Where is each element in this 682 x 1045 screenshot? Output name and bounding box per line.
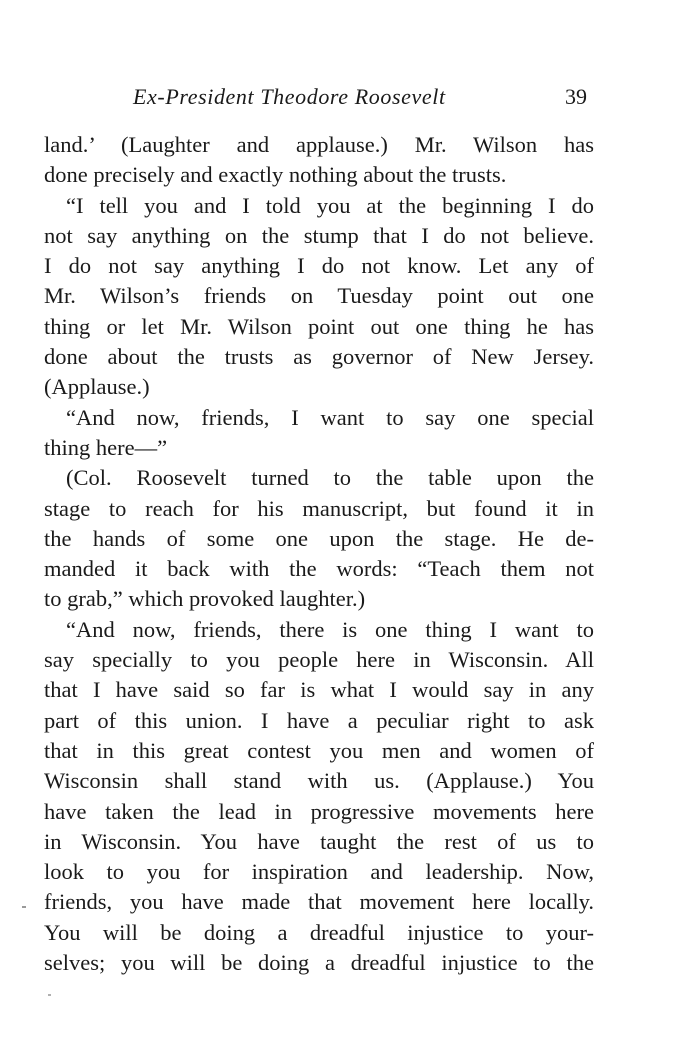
text-line: part of this union. I have a peculiar right to ask xyxy=(44,707,594,733)
text-line: that I have said so far is what I would say in any xyxy=(44,677,594,703)
text-line: Mr. Wilson’s friends on Tuesday point out one xyxy=(44,283,594,309)
text-line: look to you for inspiration and leadership. Now, xyxy=(44,859,594,885)
running-title: Ex-President Theodore Roosevelt xyxy=(133,84,446,109)
text-line: selves; you will be doing a dreadful injustice to the xyxy=(44,950,594,976)
text-line: have taken the lead in progressive movements here xyxy=(44,798,594,824)
text-line: Wisconsin shall stand with us. (Applause.) You xyxy=(44,768,594,794)
text-line: that in this great contest you men and women of xyxy=(44,737,594,763)
text-line: the hands of some one upon the stage. He de- xyxy=(44,525,594,551)
text-line: friends, you have made that movement here locally. xyxy=(44,889,594,915)
page-number: 39 xyxy=(565,84,587,109)
text-line: (Col. Roosevelt turned to the table upon the xyxy=(66,465,594,491)
body-text xyxy=(44,130,594,978)
text-line: done precisely and exactly nothing about the trusts. xyxy=(44,162,507,188)
text-line: done about the trusts as governor of New Jersey. xyxy=(44,344,594,370)
running-head xyxy=(0,84,682,114)
text-line: (Applause.) xyxy=(44,374,150,400)
scan-speck xyxy=(48,994,51,996)
text-line: “And now, friends, I want to say one special xyxy=(66,404,594,430)
text-line: to grab,” which provoked laughter.) xyxy=(44,586,366,612)
text-line: in Wisconsin. You have taught the rest of us to xyxy=(44,828,594,854)
scan-speck xyxy=(22,906,26,908)
text-line: “And now, friends, there is one thing I want to xyxy=(66,616,594,642)
text-line: stage to reach for his manuscript, but found it in xyxy=(44,495,594,521)
text-line: manded it back with the words: “Teach them not xyxy=(44,556,594,582)
text-line: I do not say anything I do not know. Let any of xyxy=(44,253,594,279)
text-line: say specially to you people here in Wisconsin. All xyxy=(44,647,594,673)
text-line: land.’ (Laughter and applause.) Mr. Wilson has xyxy=(44,132,594,157)
text-line: “I tell you and I told you at the beginning I do xyxy=(66,192,594,218)
text-line: You will be doing a dreadful injustice to your- xyxy=(44,919,594,945)
text-line: thing or let Mr. Wilson point out one thing he has xyxy=(44,313,594,339)
text-line: thing here—” xyxy=(44,434,168,460)
text-line: not say anything on the stump that I do not believe. xyxy=(44,222,594,248)
